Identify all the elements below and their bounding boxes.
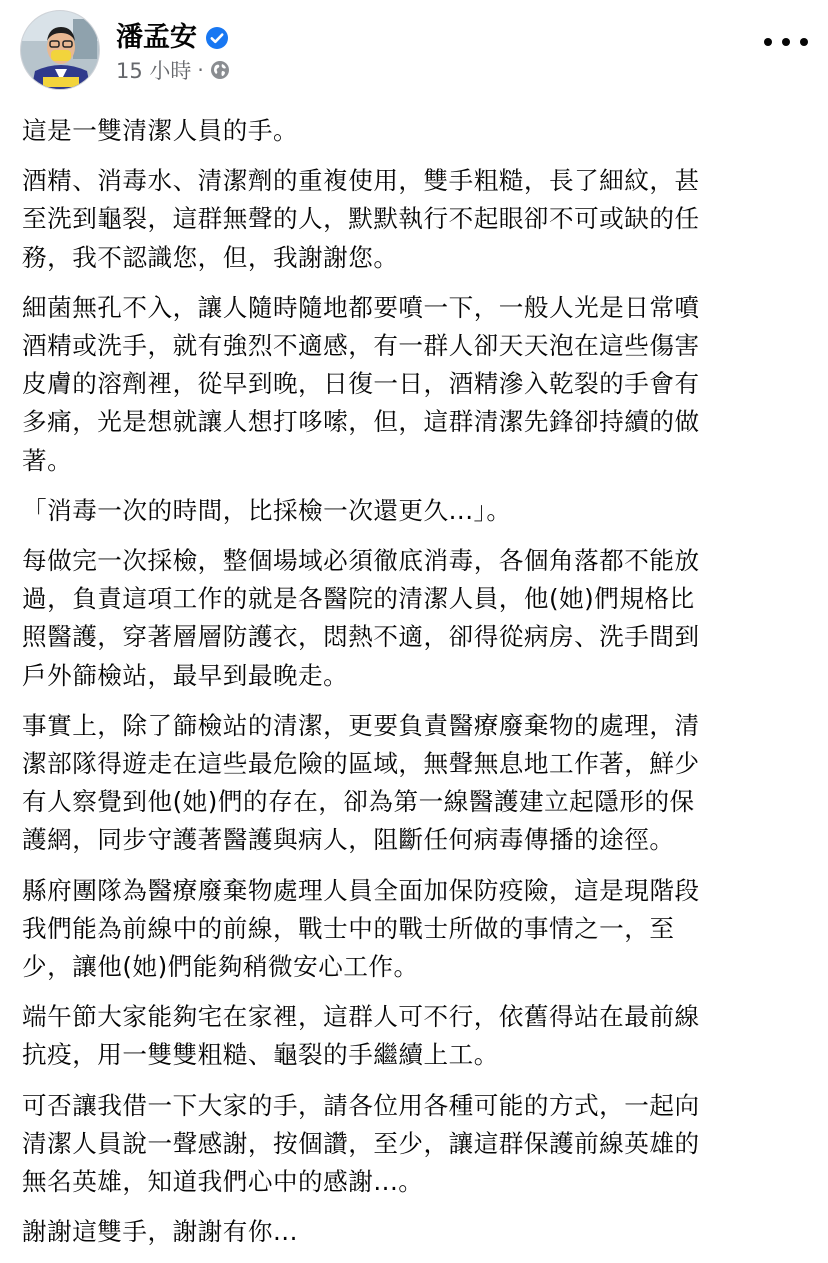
author-row [116,18,229,58]
post-paragraph: 事實上，除了篩檢站的清潔，更要負責醫療廢棄物的處理，清 潔部隊得遊走在這些最危險的區域，無聲無息地工作著，鮮少 有人察覺到他(她)們的存在，卻為第一線醫護建立起隱形的保 護網，同步守護著醫護與病人，阻斷任何病毒傳播的途徑。 [22,710,700,855]
author-avatar[interactable] [20,10,100,90]
post-paragraph: 「消毒一次的時間，比採檢一次還更久...」。 [22,495,512,525]
more-options-icon [782,38,790,46]
more-options-icon [800,38,808,46]
post-paragraph: 每做完一次採檢，整個場域必須徹底消毒，各個角落都不能放 過，負責這項工作的就是各醫院的清潔人員，他(她)們規格比 照醫護，穿著層層防護衣，悶熱不適，卻得從病房、洗手間到 戶外篩檢站，最早到最晚走。 [22,546,700,690]
post-body [22,112,798,1263]
post-paragraph: 細菌無孔不入，讓人隨時隨地都要噴一下，一般人光是日常噴 酒精或洗手，就有強烈不適感，有一群人卻天天泡在這些傷害 皮膚的溶劑裡，從早到晚，日復一日，酒精滲入乾裂的手會有 多痛，光是想就讓人想打哆嗦，但，這群清潔先鋒卻持續的做 著。 [22,292,700,475]
avatar-image [21,11,100,90]
post-paragraph: 可否讓我借一下大家的手，請各位用各種可能的方式，一起向 清潔人員說一聲感謝，按個讚，至少，讓這群保護前線英雄的 無名英雄，知道我們心中的感謝...。 [22,1090,700,1197]
verified-badge-icon [205,26,229,50]
post-paragraph: 酒精、消毒水、清潔劑的重複使用，雙手粗糙，長了細紋，甚 至洗到龜裂，這群無聲的人，默默執行不起眼卻不可或缺的任 務，我不認識您，但，我謝謝您。 [22,166,700,272]
more-options-icon [764,38,772,46]
post-timestamp[interactable]: 15 小時 [116,59,192,83]
post-paragraph: 縣府團隊為醫療廢棄物處理人員全面加保防疫險，這是現階段 我們能為前線中的前線，戰士中的戰士所做的事情之一，至 少，讓他(她)們能夠稍微安心工作。 [22,875,700,982]
post-meta [116,55,230,85]
meta-separator: · [197,58,204,82]
more-options-button[interactable] [764,28,808,56]
post-paragraph: 端午節大家能夠宅在家裡，這群人可不行，依舊得站在最前線 抗疫，用一雙雙粗糙、龜裂的手繼續上工。 [22,1002,700,1070]
post-paragraph: 這是一雙清潔人員的手。 [22,116,299,145]
post-header [0,0,828,100]
author-name[interactable]: 潘孟安 [116,22,197,53]
post-paragraph: 謝謝這雙手，謝謝有你... [22,1217,298,1247]
globe-icon[interactable] [210,60,230,80]
